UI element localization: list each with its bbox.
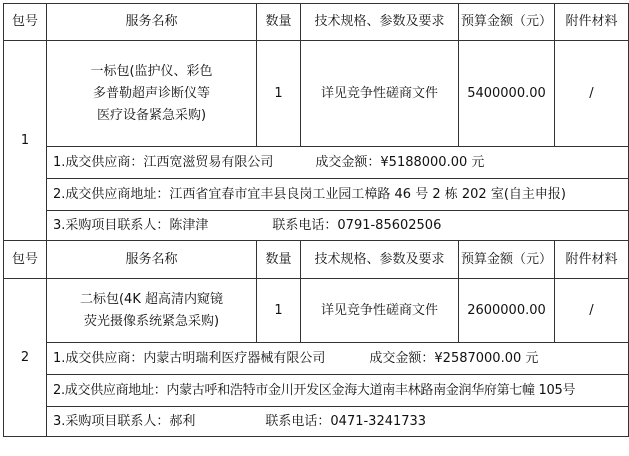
header-row-1 <box>4 4 629 41</box>
supplier-info <box>47 343 629 375</box>
service-name-cell <box>47 41 257 147</box>
contact-row <box>4 211 629 241</box>
supplier-row <box>4 343 629 375</box>
contact-info <box>47 407 629 437</box>
quantity: 1 <box>257 279 301 343</box>
contact-person: 3.采购项目联系人：郝利 <box>53 413 196 429</box>
service-name-line: 医疗设备紧急采购) <box>96 107 207 123</box>
address-row <box>4 375 629 407</box>
header-attachment: 附件材料 <box>555 4 629 41</box>
quantity: 1 <box>257 41 301 147</box>
contact-person: 3.采购项目联系人：陈津津 <box>53 217 209 233</box>
header-spec: 技术规格、参数及要求 <box>301 4 459 41</box>
service-name-line: 多普勒超声诊断仪等 <box>92 85 210 101</box>
service-name-line: 荧光摄像系统紧急采购) <box>83 313 220 329</box>
header-quantity: 数量 <box>257 4 301 41</box>
header-package-no: 包号 <box>4 241 47 279</box>
service-name-cell <box>47 279 257 343</box>
budget: 5400000.00 <box>459 41 555 147</box>
deal-amount: 成交金额：¥2587000.00 元 <box>369 350 539 366</box>
header-quantity: 数量 <box>257 241 301 279</box>
package-no: 2 <box>4 279 47 437</box>
supplier-name: 1.成交供应商：内蒙古明瑞利医疗器械有限公司 <box>53 350 326 366</box>
contact-phone: 联系电话：0471-3241733 <box>265 413 427 429</box>
header-row-2 <box>4 241 629 279</box>
procurement-table <box>3 3 629 437</box>
package-row-2 <box>4 279 629 343</box>
contact-phone: 联系电话：0791-85602506 <box>272 217 442 233</box>
contact-info <box>47 211 629 241</box>
header-spec: 技术规格、参数及要求 <box>301 241 459 279</box>
service-name-line: 二标包(4K 超高清内窥镜 <box>79 291 223 307</box>
header-budget: 预算金额（元） <box>459 241 555 279</box>
attachment: / <box>555 279 629 343</box>
header-package-no: 包号 <box>4 4 47 41</box>
deal-amount: 成交金额：¥5188000.00 元 <box>315 154 485 170</box>
header-budget: 预算金额（元） <box>459 4 555 41</box>
supplier-info <box>47 147 629 179</box>
header-service-name: 服务名称 <box>47 4 257 41</box>
supplier-name: 1.成交供应商：江西宽滋贸易有限公司 <box>53 154 274 170</box>
contact-row <box>4 407 629 437</box>
supplier-address: 2.成交供应商地址：内蒙古呼和浩特市金川开发区金海大道南丰林路南金润华府第七幢 105号 <box>47 375 629 407</box>
address-row <box>4 179 629 211</box>
supplier-row <box>4 147 629 179</box>
supplier-address: 2.成交供应商地址：江西省宜春市宜丰县良岗工业园工樟路 46 号 2 栋 202 室(自主申报) <box>47 179 629 211</box>
service-name-line: 一标包(监护仪、彩色 <box>90 63 213 79</box>
header-service-name: 服务名称 <box>47 241 257 279</box>
attachment: / <box>555 41 629 147</box>
budget: 2600000.00 <box>459 279 555 343</box>
package-row-1 <box>4 41 629 147</box>
spec: 详见竞争性磋商文件 <box>301 279 459 343</box>
package-no: 1 <box>4 41 47 241</box>
header-attachment: 附件材料 <box>555 241 629 279</box>
spec: 详见竞争性磋商文件 <box>301 41 459 147</box>
